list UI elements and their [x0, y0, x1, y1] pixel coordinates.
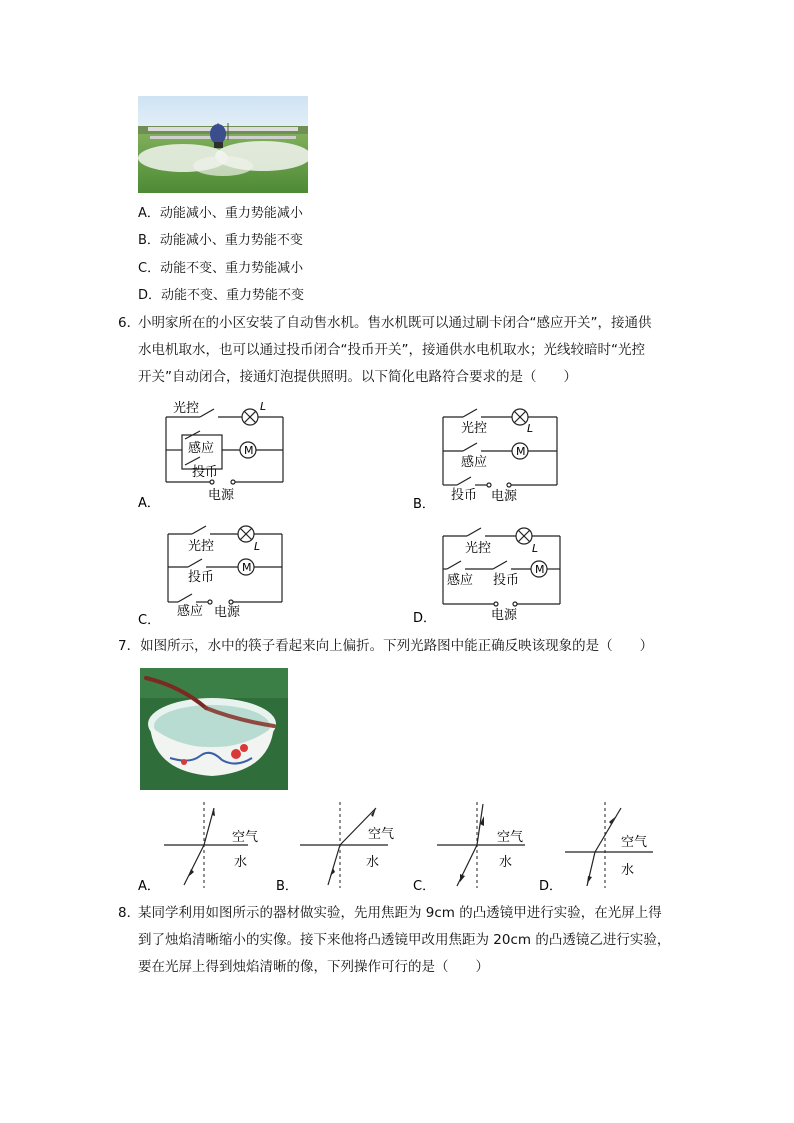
chopstick-bowl-photo — [140, 668, 288, 790]
option-text: 动能减小、重力势能减小 — [159, 206, 303, 221]
lamp-label: L — [527, 422, 534, 435]
q5-option-a[interactable] — [138, 206, 303, 222]
refraction-diagram-d — [535, 800, 665, 895]
option-letter: C． — [413, 879, 436, 894]
sense-switch-label: 感应 — [461, 455, 488, 470]
water-label: 水 — [234, 855, 248, 870]
option-letter: B． — [276, 879, 298, 894]
question-7 — [118, 633, 688, 660]
power-label: 电源 — [214, 605, 241, 620]
lamp-label: L — [254, 540, 261, 553]
option-text: 动能减小、重力势能不变 — [159, 233, 303, 248]
option-letter: B． — [138, 233, 160, 248]
sense-switch-label: 感应 — [188, 441, 215, 456]
water-label: 水 — [499, 855, 513, 870]
option-letter: B． — [413, 497, 435, 512]
coin-switch-label: 投币 — [188, 570, 215, 585]
question-number: 6． — [118, 315, 141, 331]
circuit-c — [130, 520, 300, 630]
lamp-label: L — [532, 542, 539, 555]
power-label: 电源 — [491, 489, 518, 504]
light-switch-label: 光控 — [465, 541, 492, 556]
motor-label: M — [535, 563, 545, 576]
option-letter: A． — [138, 879, 160, 894]
coin-switch-label: 投币 — [192, 465, 219, 480]
refraction-diagram-a — [130, 800, 275, 895]
sense-switch-label: 感应 — [177, 604, 204, 619]
q5-option-c[interactable] — [138, 261, 303, 277]
circuit-b — [405, 400, 580, 515]
motor-label: M — [244, 444, 254, 457]
question-line: 水电机取水，也可以通过投币闭合“投币开关”，接通供水电机取水；光线较暗时“光控 — [138, 342, 645, 358]
option-letter: A． — [138, 206, 160, 221]
air-label: 空气 — [368, 827, 395, 842]
option-text: 动能不变、重力势能减小 — [160, 261, 304, 276]
light-switch-label: 光控 — [188, 539, 215, 554]
air-label: 空气 — [497, 830, 524, 845]
water-label: 水 — [621, 863, 635, 878]
air-label: 空气 — [232, 830, 259, 845]
question-number: 7． — [118, 638, 141, 654]
option-text: 动能不变、重力势能不变 — [161, 288, 305, 303]
question-line: 某同学利用如图所示的器材做实验，先用焦距为 9cm 的凸透镜甲进行实验，在光屏上得 — [138, 905, 662, 921]
water-label: 水 — [366, 855, 380, 870]
question-line: 要在光屏上得到烛焰清晰的像，下列操作可行的是（ ） — [138, 959, 489, 975]
option-letter: C． — [138, 261, 161, 276]
coin-switch-label: 投币 — [451, 488, 478, 503]
refraction-diagram-b — [268, 800, 408, 895]
option-letter: A． — [138, 496, 160, 511]
refraction-diagram-c — [405, 800, 545, 895]
airplane-photo — [138, 96, 308, 193]
power-label: 电源 — [491, 608, 518, 623]
lamp-label: L — [260, 400, 267, 413]
question-line: 到了烛焰清晰缩小的实像。接下来他将凸透镜甲改用焦距为 20cm 的凸透镜乙进行实验， — [138, 932, 671, 948]
q5-option-b[interactable] — [138, 233, 303, 249]
light-switch-label: 光控 — [173, 401, 200, 416]
question-line: 如图所示，水中的筷子看起来向上偏折。下列光路图中能正确反映该现象的是（ ） — [140, 638, 654, 654]
motor-label: M — [516, 445, 526, 458]
motor-label: M — [242, 561, 252, 574]
option-letter: D． — [413, 611, 437, 626]
q5-option-d[interactable] — [138, 288, 304, 304]
question-line: 开关”自动闭合，接通灯泡提供照明。以下简化电路符合要求的是（ ） — [138, 369, 577, 385]
option-letter: C． — [138, 613, 161, 628]
question-line: 小明家所在的小区安装了自动售水机。售水机既可以通过刷卡闭合“感应开关”，接通供 — [138, 315, 652, 331]
power-label: 电源 — [208, 488, 235, 503]
coin-switch-label: 投币 — [493, 573, 520, 588]
question-6 — [118, 310, 688, 391]
sense-switch-label: 感应 — [447, 573, 474, 588]
option-letter: D． — [138, 288, 162, 303]
option-letter: D． — [539, 879, 563, 894]
circuit-d — [405, 522, 580, 630]
light-switch-label: 光控 — [461, 421, 488, 436]
question-number: 8． — [118, 905, 141, 921]
circuit-a — [130, 395, 300, 515]
question-8 — [118, 900, 698, 981]
air-label: 空气 — [621, 835, 648, 850]
